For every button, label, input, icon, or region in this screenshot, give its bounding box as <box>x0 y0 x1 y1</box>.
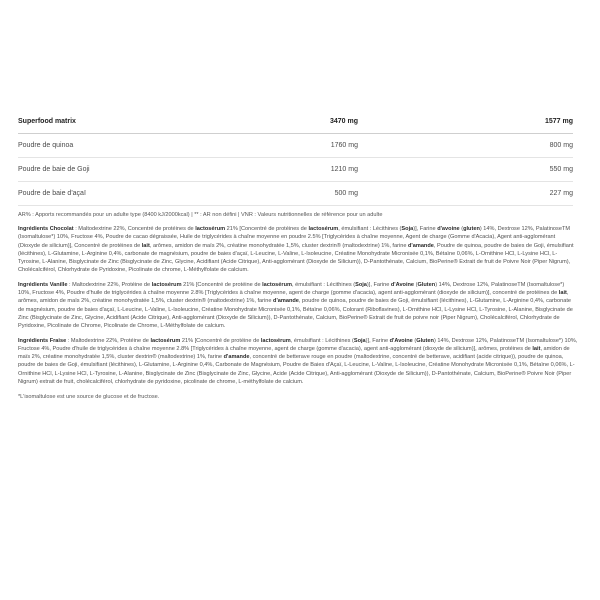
table-row <box>18 134 573 158</box>
ingredients-text: , arômes, amidon de maïs 2%, créatine monohydratée 1,5%, cluster dextrin® (maltodextrine) 1%, farine <box>18 290 569 305</box>
row-amount-a: 500 mg <box>288 182 358 206</box>
allergen-text: d'amande <box>273 298 299 305</box>
allergen-text: lait <box>141 242 150 249</box>
allergen-text: Soja <box>355 281 367 288</box>
allergen-text: lait <box>558 290 567 297</box>
allergen-text: lactosérum <box>260 337 291 344</box>
ingredients-text: ( <box>412 337 417 344</box>
ingredients-text: ( <box>459 226 464 232</box>
allergen-text: lactosérum <box>151 281 182 288</box>
ingredients-text: , Poudre de quinoa, poudre de baies de Goji, émulsifiant (lécithines), L-Glutamine, L-Arginine 0,4%, carbonate de magnésium, poudre de baies d'açaï, L-Leucine, L-Valine, L-Isoleucine, Créatine Monohydrate Micronisée 0,1%, Bétaïne 0,06%, L-Ornithine HCl, L-Lysine HCl, L-Tyrosine, L-Alanine, Bisglycinate de Zinc (Bisglycinate de Zinc, Glycine, Acidifiant (Acide Citrique), Anti-agglomérant (Dioxyde de Silicium)), D-Pantothénate, Calcium, BioPerine® Extrait de fruit de Poivre Noir (Piper Nigrum), Cholécalciférol, Chlorhydrate de Pyridoxine, Picolinate de chrome, L-Méthylfolate de calcium. <box>18 242 574 274</box>
allergen-text: Soja <box>353 337 366 344</box>
nutrition-sheet <box>18 110 578 401</box>
ingredients-vanille <box>18 281 578 331</box>
matrix-amount-a: 3470 mg <box>288 110 358 134</box>
matrix-name: Superfood matrix <box>18 110 288 134</box>
row-name: Poudre de baie d'açaï <box>18 182 288 206</box>
row-name: Poudre de baie de Goji <box>18 158 288 182</box>
ingredients-text: : Maltodextrine 22%, Protéine de <box>67 281 152 288</box>
ingredients-text: , émulsifiant : Lécithines ( <box>338 226 402 232</box>
allergen-text: lait <box>532 345 541 352</box>
allergen-text: gluten <box>463 226 480 232</box>
ingredients-text: )], Farine <box>366 281 391 288</box>
allergen-text: d'avoine <box>437 226 460 232</box>
ingredients-text: , émulsifiant : Lécithines ( <box>291 281 356 288</box>
allergen-text: Gluten <box>417 281 436 288</box>
ingredients-text: , émulsifiant : Lécithines ( <box>290 337 354 344</box>
ingredients-text: ) 14%, Dextrose 12%, PalatinoseTM (Isomaltulose*) 10%, Fructose 4%, Poudre de cacao dégraissée, Huile de triglycérides à chaîne moyenne en poudre 2.5% [Triglycérides à chaîne moyenne, Agent de charge (Gomme d'Acacia), Agent anti-agglomérant (Dioxyde de silicium)], Concentré de protéines de <box>18 226 571 249</box>
ingredients-heading: Ingrédients Chocolat <box>18 226 74 232</box>
ingredients-chocolat <box>18 225 578 275</box>
ingredients-text: 21% [Concentré de protéine de <box>180 337 261 344</box>
allergen-text: d'amande <box>407 242 434 249</box>
row-amount-a: 1210 mg <box>288 158 358 182</box>
ingredients-text: , amidon de maïs 2%, créatine monohydratée 1,5%, cluster dextrin® (maltodextrine) 1%, farine <box>18 345 570 361</box>
ingredients-text: , arômes, amidon de maïs 2%, créatine monohydratée 1,5%, cluster dextrin® (maltodextrine) 1%, farine <box>149 242 408 249</box>
ingredients-text: 21% [Concentré de protéines de <box>225 226 309 232</box>
row-amount-b: 550 mg <box>358 158 573 182</box>
isomaltulose-footnote: *L'isomaltulose est une source de glucose et de fructose. <box>18 394 160 401</box>
ingredients-heading: Ingrédients Fraise <box>18 337 67 344</box>
allergen-text: d'Avoine <box>389 337 413 344</box>
superfood-matrix-table <box>18 110 573 206</box>
ingredients-text: )], Farine <box>413 226 438 232</box>
table-row <box>18 158 573 182</box>
ingredients-heading: Ingrédients Vanille <box>18 281 68 288</box>
ingredients-text: )], Farine <box>365 337 390 344</box>
ingredients-text: ) 14%, Dextrose 12%, PalatinoseTM (Isomaltulose*) 10%, Fructose 4%, Poudre d'huile de triglycérides à chaîne moyenne 2.8% [Triglycérides à chaîne moyenne, agent de charge (gomme d'acacia), agent anti-agglomérant (dioxyde de silicium)], arômes, protéines de <box>18 337 578 352</box>
allergen-text: lactosérum <box>150 337 181 344</box>
allergen-text: d'Avoine <box>390 281 415 288</box>
row-amount-b: 800 mg <box>358 134 573 158</box>
allergen-text: Gluten <box>416 337 434 344</box>
row-amount-a: 1760 mg <box>288 134 358 158</box>
allergen-text: lactosérum <box>195 226 226 232</box>
ingredients-fraise <box>18 337 578 387</box>
matrix-amount-b: 1577 mg <box>358 110 573 134</box>
ingredients-text: : Maltodextrine 22%, Concentré de protéines de <box>73 226 196 232</box>
allergen-text: Soja <box>401 226 414 232</box>
ingredients-text: , concentré de betterave rouge en poudre (maltodextrine, concentré de betterave, acidifiant (acide citrique)), poudre de quinoa, poudre de baies de Goji, émulsifiant (lécithines), L-Glutamine, L-Arginine 0,4%, Carbonate de Magnésium, Poudre de Baies d'Açaï, L-Leucine, L-Valine, L-Isoleucine, Créatine Monohydrate Micronisée 0,1%, Bétaïne 0,06%, L-Ornithine HCl, L-Lysine HCl, L-Tyrosine, L-Alanine, Bisglycinate de Zinc (Bisglycinate de Zinc, Glycine, Acide (Acide Citrique), Anti-agglomérant (Dioxyde de Silicium)), D-Pantothénate, Calcium, BioPerine® Poivre Noir (Piper Nigrum) extrait de fruit, cholécalciférol, chlorhydrate de pyridoxine, picolinate de chrome, L-méthylfolate de calcium. <box>18 354 575 386</box>
reference-footnote: AR% : Apports recommandés pour un adulte type (8400 kJ/2000kcal) | ** : AR non défini | VNR : Valeurs nutritionnelles de référence pour un adulte <box>18 212 383 218</box>
row-amount-b: 227 mg <box>358 182 573 206</box>
ingredients-text: ( <box>414 281 418 288</box>
row-name: Poudre de quinoa <box>18 134 288 158</box>
table-header-row <box>18 110 573 134</box>
ingredients-text: 21% [Concentré de protéine de <box>181 281 263 288</box>
ingredients-text: : Maltodextrine 22%, Protéine de <box>66 337 151 344</box>
allergen-text: lactosérum <box>308 226 339 232</box>
ingredients-text: ) 14%, Dextrose 12%, PalatinoseTM (Isomaltulose*) 10%, Fructose 4%, Poudre d'huile de triglycérides à chaîne moyenne 2.8% [Triglycérides à chaîne moyenne, agent de charge (gomme d'acacia), agent anti-agglomérant (dioxyde de silicium)], concentré de protéines de <box>18 281 565 297</box>
table-row <box>18 182 573 206</box>
allergen-text: lactosérum <box>262 281 292 288</box>
allergen-text: d'amande <box>223 354 250 361</box>
ingredients-text: , poudre de quinoa, poudre de baies de Goji, émulsifiant (lécithines), L-Glutamine, L-Arginine 0,4%, carbonate de magnésium, poudre de baies d'açaï, L-Leucine, L-Valine, L-Isoleucine, Créatine Monohydrate Micronisée 0,1%, Bétaïne 0,06%, Colorant (Riboflavines), L-Ornithine HCl, L-Lysine HCl, L-Tyrosine, L-Alanine, Bisglycinate de Zinc (Bisglycinate de Zinc, Glycine, Acidifiant (Acide Citrique), Anti-agglomérant (Dioxyde de Silicium)), D-Pantothénate, Calcium, BioPerine® Extrait de fruit de poivre noir (Piper Nigrum), Cholécalciférol, Chlorhydrate de Pyridoxine, Picolinate de Chrome, Picolinate de Chrome, L-Méthylfolate de calcium. <box>18 298 573 330</box>
